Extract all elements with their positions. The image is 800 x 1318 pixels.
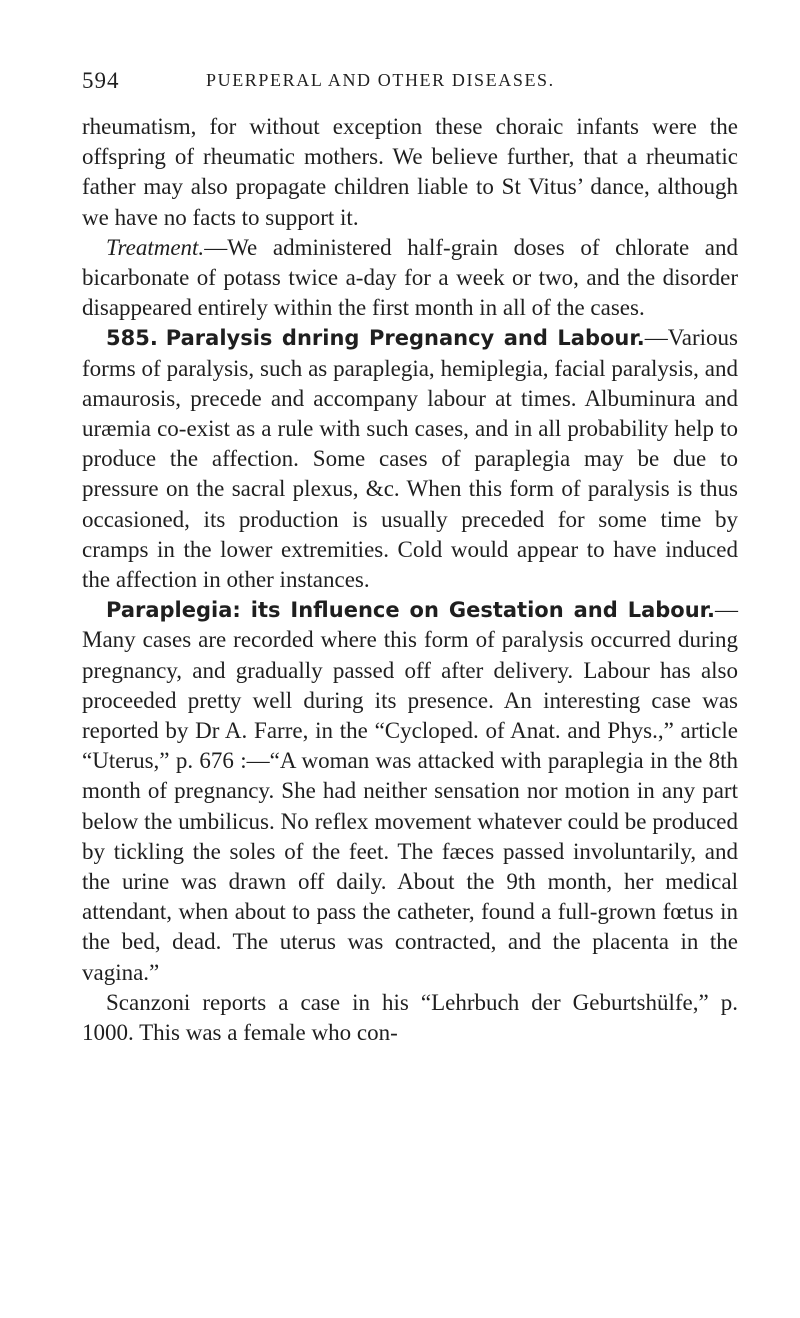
paragraph-rheumatism: rheumatism, for without exception these choraic infants were the offspring of rheumatic mothers. We believe further, that a rheumatic father may also propagate children liable to St Vitus’ dance, although we have no facts to support it. bbox=[82, 114, 738, 230]
page-number: 594 bbox=[82, 68, 120, 93]
treatment-label: Treatment. bbox=[106, 234, 205, 260]
page-header bbox=[82, 68, 738, 112]
paragraph-scanzoni: Scanzoni reports a case in his “Lehrbuch der Geburtshülfe,” p. 1000. This was a female who con- bbox=[82, 989, 738, 1046]
section-number: 585. bbox=[106, 326, 158, 351]
page-body bbox=[82, 112, 738, 1048]
paragraph-treatment bbox=[82, 233, 738, 324]
running-head: PUERPERAL AND OTHER DISEASES. bbox=[206, 70, 555, 90]
paragraph-paralysis bbox=[82, 323, 738, 595]
section-heading-paralysis: Paralysis dnring Pregnancy and Labour. bbox=[165, 326, 645, 351]
paralysis-text: —Various forms of paralysis, such as paraplegia, hemiplegia, facial paralysis, and amaurosis, precede and accompany labour at times. Albuminura and uræmia co-exist as a rule with such cases, and in all probability help to produce the affection. Some cases of paraplegia may be due to pressure on the sacral plexus, &c. When this form of paralysis is thus occasioned, its production is usually preceded for some time by cramps in the lower extremities. Cold would appear to have induced the affection in other instances. bbox=[82, 325, 739, 593]
book-page bbox=[82, 68, 738, 1048]
paraplegia-text: —Many cases are recorded where this form of paralysis occurred during pregnancy, and gradually passed off after delivery. Labour has also proceeded pretty well during its presence. An interesting case was reported by Dr A. Farre, in the “Cycloped. of Anat. and Phys.,” article “Uterus,” p. 676 :—“A woman was attacked with paraplegia in the 8th month of pregnancy. She had neither sensation nor motion in any part below the umbilicus. No reflex movement whatever could be produced by tickling the soles of the feet. The fæces passed involuntarily, and the urine was drawn off daily. About the 9th month, her medical attendant, when about to pass the catheter, found a full-grown fœtus in the bed, dead. The uterus was contracted, and the placenta in the vagina.” bbox=[82, 597, 738, 985]
paragraph-paraplegia bbox=[82, 595, 738, 988]
treatment-text: —We administered half-grain doses of chlorate and bicarbonate of potass twice a-day for a week or two, and the disorder disappeared entirely within the first month in all of the cases. bbox=[82, 234, 738, 321]
section-heading-paraplegia: Paraplegia: its Influence on Gestation and Labour. bbox=[106, 598, 715, 623]
